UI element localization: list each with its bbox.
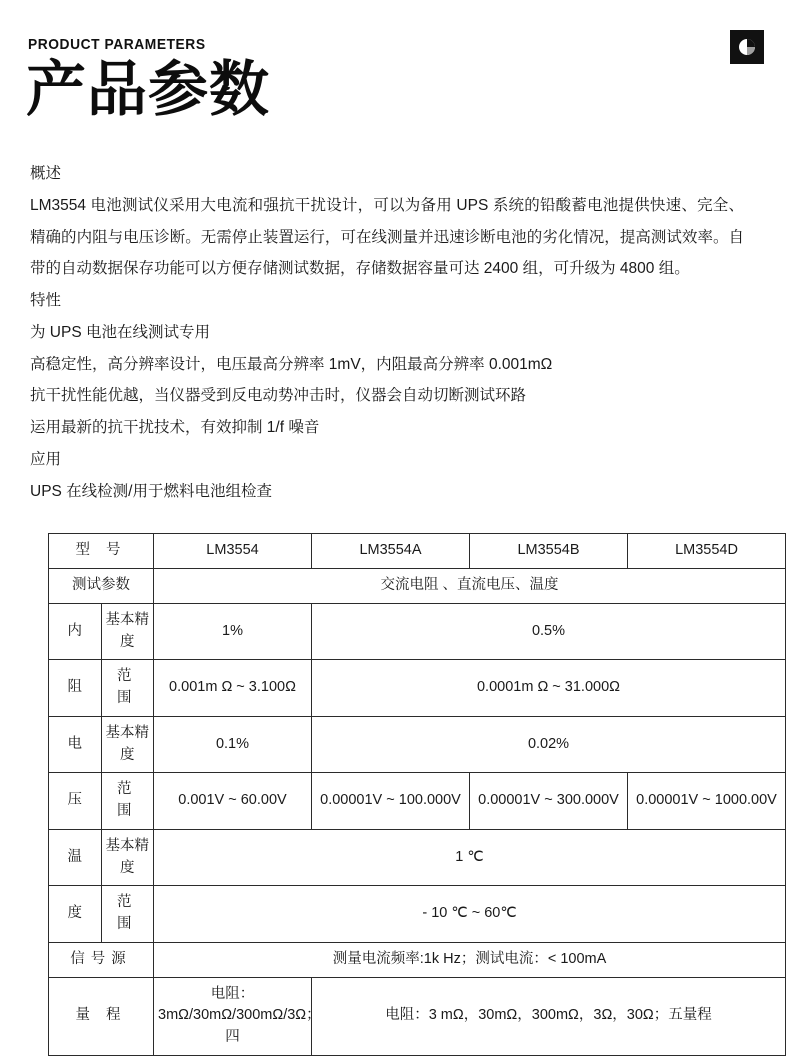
volt-accuracy-left: 0.1% bbox=[154, 716, 312, 773]
signal-source-label: 信号源 bbox=[49, 942, 154, 977]
application-item: UPS 在线检测/用于燃料电池组检查 bbox=[30, 482, 272, 500]
table-row bbox=[49, 603, 786, 660]
feature-item: 运用最新的抗干扰技术，有效抑制 1/f 噪音 bbox=[30, 419, 320, 437]
spec-table bbox=[48, 533, 786, 1056]
resistance-side-label-1: 内 bbox=[49, 603, 102, 660]
feature-item: 抗干扰性能优越，当仪器受到反电动势冲击时，仪器会自动切断测试环路 bbox=[30, 387, 527, 405]
page-title: 产品参数 bbox=[26, 55, 270, 125]
volt-range-b: 0.00001V ~ 300.000V bbox=[470, 773, 628, 830]
model-lm3554d: LM3554D bbox=[628, 534, 786, 569]
volt-range-d: 0.00001V ~ 1000.00V bbox=[628, 773, 786, 830]
range-label: 量 程 bbox=[49, 977, 154, 1055]
volt-range-label: 范 围 bbox=[101, 773, 154, 830]
volt-range-a: 0.00001V ~ 100.000V bbox=[312, 773, 470, 830]
table-row bbox=[49, 534, 786, 569]
volt-range-left: 0.001V ~ 60.00V bbox=[154, 773, 312, 830]
model-lm3554b: LM3554B bbox=[470, 534, 628, 569]
resistance-side-label-2: 阻 bbox=[49, 660, 102, 717]
res-accuracy-left: 1% bbox=[154, 603, 312, 660]
overview-paragraph: LM3554 电池测试仪采用大电流和强抗干扰设计，可以为备用 UPS 系统的铅酸蓄电池提供快速、完全、精确的内阻与电压诊断。无需停止装置运行，可在线测量并迅速诊断电池的劣化情况，提高测试效率。自带的自动数据保存功能可以方便存储测试数据，存储数据容量可达 2400 组，可升级为 4800 组。 bbox=[30, 196, 744, 278]
model-label: 型 号 bbox=[49, 534, 154, 569]
application-heading: 应用 bbox=[30, 450, 62, 468]
model-lm3554a: LM3554A bbox=[312, 534, 470, 569]
temp-accuracy-value: 1 ℃ bbox=[154, 829, 786, 886]
res-range-right: 0.0001m Ω ~ 31.000Ω bbox=[312, 660, 786, 717]
res-accuracy-label: 基本精度 bbox=[101, 603, 154, 660]
temp-range-label: 范 围 bbox=[101, 886, 154, 943]
temp-range-value: - 10 ℃ ~ 60℃ bbox=[154, 886, 786, 943]
overview-heading: 概述 bbox=[30, 165, 62, 182]
test-param-label: 测试参数 bbox=[49, 569, 154, 604]
volt-accuracy-right: 0.02% bbox=[312, 716, 786, 773]
range-left: 电阻：3mΩ/30mΩ/300mΩ/3Ω； 四 bbox=[154, 977, 312, 1055]
feature-item: 为 UPS 电池在线测试专用 bbox=[30, 323, 210, 341]
eyebrow-title: PRODUCT PARAMETERS bbox=[28, 36, 206, 53]
table-row bbox=[49, 773, 786, 830]
table-row bbox=[49, 977, 786, 1055]
description-block bbox=[30, 158, 744, 507]
feature-item: 高稳定性，高分辨率设计，电压最高分辨率 1mV，内阻最高分辨率 0.001mΩ bbox=[30, 355, 553, 373]
volt-accuracy-label: 基本精度 bbox=[101, 716, 154, 773]
range-right: 电阻：3 mΩ，30mΩ，300mΩ，3Ω，30Ω；五量程 bbox=[312, 977, 786, 1055]
table-row bbox=[49, 829, 786, 886]
res-range-label: 范 围 bbox=[101, 660, 154, 717]
temp-side-label-2: 度 bbox=[49, 886, 102, 943]
temp-side-label-1: 温 bbox=[49, 829, 102, 886]
res-accuracy-right: 0.5% bbox=[312, 603, 786, 660]
voltage-side-label-2: 压 bbox=[49, 773, 102, 830]
test-param-value: 交流电阻 、直流电压、温度 bbox=[154, 569, 786, 604]
signal-source-value: 测量电流频率:1k Hz；测试电流：< 100mA bbox=[154, 942, 786, 977]
temp-accuracy-label: 基本精度 bbox=[101, 829, 154, 886]
table-row bbox=[49, 886, 786, 943]
pie-chart-icon bbox=[730, 30, 764, 64]
model-lm3554: LM3554 bbox=[154, 534, 312, 569]
voltage-side-label-1: 电 bbox=[49, 716, 102, 773]
res-range-left: 0.001m Ω ~ 3.100Ω bbox=[154, 660, 312, 717]
features-heading: 特性 bbox=[30, 292, 62, 310]
table-row bbox=[49, 716, 786, 773]
table-row bbox=[49, 660, 786, 717]
table-row bbox=[49, 569, 786, 604]
